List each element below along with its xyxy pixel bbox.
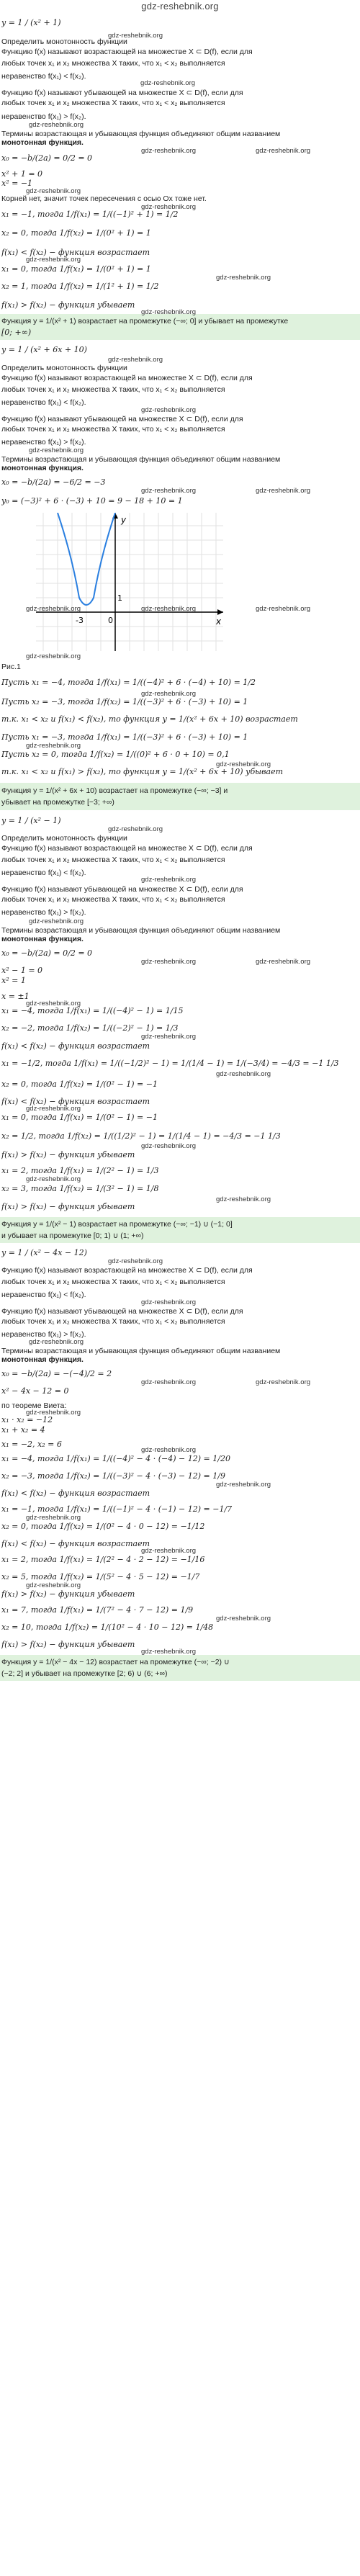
- watermark: gdz-reshebnik.org: [29, 1338, 84, 1346]
- watermark: gdz-reshebnik.org: [216, 1615, 271, 1623]
- x-axis-arrow: [217, 609, 223, 615]
- watermark: gdz-reshebnik.org: [141, 1547, 197, 1555]
- equation: x² − 4x − 12 = 0: [1, 1387, 69, 1396]
- answer-line: Функция y = 1/(x² + 6x + 10) возрастает на промежутке (−∞; −3] и: [1, 786, 228, 795]
- conclusion-increasing: f(x₁) < f(x₂) − функция возрастает: [1, 1042, 150, 1051]
- definition-decreasing: Функцию f(x) называют убывающей на множестве X ⊂ D(f), если для: [1, 89, 243, 97]
- watermark: gdz-reshebnik.org: [256, 487, 311, 495]
- point-calc: x₁ = −1, тогда 1/f(x₁) = 1/((−1)² − 4 · (−1) − 12) = −1/7: [1, 1505, 233, 1514]
- watermark: gdz-reshebnik.org: [141, 605, 197, 613]
- vieta-product: x₁ · x₂ = −12: [1, 1416, 53, 1424]
- watermark: gdz-reshebnik.org: [141, 1142, 197, 1150]
- watermark: gdz-reshebnik.org: [216, 1070, 271, 1078]
- answer-line-cont: [0; +∞): [1, 328, 32, 337]
- point-calc: x₁ = −1, тогда 1/f(x₁) = 1/((−1)² + 1) = 1/2: [1, 210, 179, 219]
- definition-decreasing-cont: любых точек x₁ и x₂ множества X таких, что x₁ < x₂ выполняется: [1, 1317, 225, 1326]
- definition-increasing-cont: любых точек x₁ и x₂ множества X таких, что x₁ < x₂ выполняется: [1, 856, 225, 864]
- watermark: gdz-reshebnik.org: [141, 1446, 197, 1454]
- point-calc: Пусть x₂ = −3, тогда 1/f(x₂) = 1/((−3)² + 6 · (−3) + 10) = 1: [1, 698, 248, 706]
- definition-increasing-ineq: неравенство f(x₁) < f(x₂).: [1, 1291, 86, 1299]
- point-calc: x₂ = 1, тогда 1/f(x₂) = 1/(1² + 1) = 1/2: [1, 282, 159, 291]
- definition-decreasing-ineq: неравенство f(x₁) > f(x₂).: [1, 908, 86, 917]
- x-axis-label: x: [216, 616, 222, 627]
- watermark: gdz-reshebnik.org: [26, 1581, 81, 1589]
- answer-line: Функция y = 1/(x² − 4x − 12) возрастает на промежутке (−∞; −2) ∪: [1, 1658, 230, 1666]
- watermark: gdz-reshebnik.org: [141, 1378, 197, 1386]
- function-title: y = 1 / (x² − 4x − 12): [1, 1249, 87, 1257]
- roots: x₁ = −2, x₂ = 6: [1, 1440, 62, 1449]
- watermark: gdz-reshebnik.org: [108, 356, 163, 364]
- y-axis-label: y: [121, 515, 127, 525]
- watermark: gdz-reshebnik.org: [141, 958, 197, 966]
- watermark: gdz-reshebnik.org: [29, 917, 84, 925]
- point-calc: x₁ = 0, тогда 1/f(x₁) = 1/(0² − 1) = −1: [1, 1113, 158, 1122]
- function-title: y = 1 / (x² + 6x + 10): [1, 346, 87, 354]
- definition-increasing-ineq: неравенство f(x₁) < f(x₂).: [1, 869, 86, 877]
- watermark: gdz-reshebnik.org: [216, 274, 271, 282]
- watermark: gdz-reshebnik.org: [26, 1175, 81, 1183]
- site-header[interactable]: gdz-reshebnik.org: [141, 1, 219, 12]
- conclusion-increasing: f(x₁) < f(x₂) − функция возрастает: [1, 1098, 150, 1106]
- definition-increasing-cont: любых точек x₁ и x₂ множества X таких, что x₁ < x₂ выполняется: [1, 59, 225, 68]
- watermark: gdz-reshebnik.org: [141, 406, 197, 414]
- definition-increasing-ineq: неравенство f(x₁) < f(x₂).: [1, 72, 86, 81]
- conclusion-increasing: f(x₁) < f(x₂) − функция возрастает: [1, 1489, 150, 1498]
- watermark: gdz-reshebnik.org: [256, 958, 311, 966]
- watermark: gdz-reshebnik.org: [26, 256, 81, 264]
- point-calc: x₂ = 3, тогда 1/f(x₂) = 1/(3² − 1) = 1/8: [1, 1185, 159, 1193]
- definition-decreasing: Функцию f(x) называют убывающей на множестве X ⊂ D(f), если для: [1, 885, 243, 894]
- definition-decreasing-ineq: неравенство f(x₁) > f(x₂).: [1, 1330, 86, 1339]
- watermark: gdz-reshebnik.org: [216, 760, 271, 768]
- point-calc: x₂ = 0, тогда 1/f(x₂) = 1/(0² + 1) = 1: [1, 229, 151, 238]
- point-calc: x₁ = −4, тогда 1/f(x₁) = 1/((−4)² − 1) = 1/15: [1, 1007, 184, 1015]
- watermark: gdz-reshebnik.org: [256, 147, 311, 155]
- point-calc: x₁ = −4, тогда 1/f(x₁) = 1/((−4)² − 4 · (−4) − 12) = 1/20: [1, 1455, 230, 1463]
- definition-decreasing: Функцию f(x) называют убывающей на множестве X ⊂ D(f), если для: [1, 415, 243, 423]
- equation-result: x² = 1: [1, 977, 26, 985]
- definition-increasing-ineq: неравенство f(x₁) < f(x₂).: [1, 398, 86, 407]
- monotone-term: монотонная функция.: [1, 138, 84, 147]
- watermark: gdz-reshebnik.org: [108, 825, 163, 833]
- answer-line-cont: (−2; 2] и убывает на промежутке [2; 6) ∪ (6; +∞): [1, 1669, 168, 1678]
- watermark: gdz-reshebnik.org: [108, 32, 163, 40]
- tick-label: 1: [117, 593, 122, 603]
- point-calc: x₂ = 5, тогда 1/f(x₂) = 1/(5² − 4 · 5 − 12) = −1/7: [1, 1573, 200, 1581]
- conclusion-decreasing: f(x₁) > f(x₂) − функция убывает: [1, 301, 135, 310]
- monotone-term: монотонная функция.: [1, 1355, 84, 1364]
- definition-decreasing-cont: любых точек x₁ и x₂ множества X таких, что x₁ < x₂ выполняется: [1, 895, 225, 904]
- point-calc: x₂ = 10, тогда 1/f(x₂) = 1/(10² − 4 · 10 − 12) = 1/48: [1, 1623, 214, 1632]
- vieta-sum: x₁ + x₂ = 4: [1, 1426, 45, 1435]
- conclusion-increasing: f(x₁) < f(x₂) − функция возрастает: [1, 1540, 150, 1548]
- equation: x² + 1 = 0: [1, 170, 43, 179]
- watermark: gdz-reshebnik.org: [26, 652, 81, 660]
- function-title: y = 1 / (x² + 1): [1, 19, 61, 27]
- watermark: gdz-reshebnik.org: [256, 605, 311, 613]
- watermark: gdz-reshebnik.org: [26, 187, 81, 195]
- conclusion-decreasing: f(x₁) > f(x₂) − функция убывает: [1, 1590, 135, 1599]
- point-calc: Пусть x₂ = 0, тогда 1/f(x₂) = 1/((0)² + 6 · 0 + 10) = 0,1: [1, 750, 230, 759]
- tick-label: -3: [76, 616, 84, 625]
- vieta-note: по теореме Виета:: [1, 1401, 67, 1410]
- point-calc: x₁ = 2, тогда 1/f(x₁) = 1/(2² − 1) = 1/3: [1, 1167, 159, 1175]
- watermark: gdz-reshebnik.org: [141, 1648, 197, 1656]
- monotone-term: монотонная функция.: [1, 464, 84, 472]
- terms-line: Термины возрастающая и убывающая функция объединяют общим названием: [1, 130, 281, 138]
- function-title: y = 1 / (x² − 1): [1, 817, 61, 825]
- terms-line: Термины возрастающая и убывающая функция объединяют общим названием: [1, 455, 281, 464]
- definition-increasing: Функцию f(x) называют возрастающей на множестве X ⊂ D(f), если для: [1, 1266, 253, 1275]
- watermark: gdz-reshebnik.org: [141, 203, 197, 211]
- terms-line: Термины возрастающая и убывающая функция объединяют общим названием: [1, 1347, 281, 1355]
- definition-increasing: Функцию f(x) называют возрастающей на множестве X ⊂ D(f), если для: [1, 844, 253, 853]
- vertex-x: x₀ = −b/(2a) = 0/2 = 0: [1, 949, 93, 958]
- conclusion-decreasing: т.к. x₁ < x₂ и f(x₁) > f(x₂), то функция y = 1/(x² + 6x + 10) убывает: [1, 768, 284, 776]
- watermark: gdz-reshebnik.org: [141, 487, 197, 495]
- point-calc: x₁ = −1/2, тогда 1/f(x₁) = 1/((−1/2)² − 1) = 1/(1/4 − 1) = 1/(−3/4) = −4/3 = −1 1/3: [1, 1059, 339, 1068]
- point-calc: x₂ = 1/2, тогда 1/f(x₂) = 1/((1/2)² − 1) = 1/(1/4 − 1) = −4/3 = −1 1/3: [1, 1132, 281, 1141]
- watermark: gdz-reshebnik.org: [108, 1257, 163, 1265]
- watermark: gdz-reshebnik.org: [29, 121, 84, 129]
- watermark: gdz-reshebnik.org: [141, 1298, 197, 1306]
- equation-result: x² = −1: [1, 179, 33, 188]
- definition-decreasing-cont: любых точек x₁ и x₂ множества X таких, что x₁ < x₂ выполняется: [1, 425, 225, 434]
- watermark: gdz-reshebnik.org: [141, 876, 197, 884]
- roots: x = ±1: [1, 992, 30, 1001]
- definition-increasing-cont: любых точек x₁ и x₂ множества X таких, что x₁ < x₂ выполняется: [1, 385, 225, 394]
- task-line: Определить монотонность функции: [1, 834, 127, 843]
- conclusion-increasing: т.к. x₁ < x₂ и f(x₁) < f(x₂), то функция y = 1/(x² + 6x + 10) возрастает: [1, 715, 298, 724]
- conclusion-decreasing: f(x₁) > f(x₂) − функция убывает: [1, 1203, 135, 1211]
- watermark: gdz-reshebnik.org: [141, 690, 197, 698]
- watermark: gdz-reshebnik.org: [26, 605, 81, 613]
- watermark: gdz-reshebnik.org: [140, 79, 196, 87]
- vertex-x: x₀ = −b/(2a) = 0/2 = 0: [1, 154, 93, 163]
- definition-increasing: Функцию f(x) называют возрастающей на множестве X ⊂ D(f), если для: [1, 48, 253, 56]
- watermark: gdz-reshebnik.org: [256, 1378, 311, 1386]
- conclusion-increasing: f(x₁) < f(x₂) − функция возрастает: [1, 248, 150, 257]
- conclusion-decreasing: f(x₁) > f(x₂) − функция убывает: [1, 1641, 135, 1649]
- definition-decreasing-cont: любых точек x₁ и x₂ множества X таких, что x₁ < x₂ выполняется: [1, 99, 225, 107]
- watermark: gdz-reshebnik.org: [216, 1195, 271, 1203]
- answer-line: Функция y = 1/(x² + 1) возрастает на промежутке (−∞; 0] и убывает на промежутке: [1, 317, 289, 326]
- watermark: gdz-reshebnik.org: [26, 1105, 81, 1113]
- watermark: gdz-reshebnik.org: [141, 308, 197, 316]
- point-calc: x₂ = −3, тогда 1/f(x₂) = 1/((−3)² − 4 · (−3) − 12) = 1/9: [1, 1472, 225, 1481]
- task-line: Определить монотонность функции: [1, 364, 127, 372]
- watermark: gdz-reshebnik.org: [26, 1409, 81, 1417]
- vertex-y: y₀ = (−3)² + 6 · (−3) + 10 = 9 − 18 + 10 = 1: [1, 497, 183, 506]
- point-calc: x₁ = 7, тогда 1/f(x₁) = 1/(7² − 4 · 7 − 12) = 1/9: [1, 1606, 194, 1615]
- point-calc: x₂ = −2, тогда 1/f(x₂) = 1/((−2)² − 1) = 1/3: [1, 1024, 179, 1033]
- definition-decreasing: Функцию f(x) называют убывающей на множестве X ⊂ D(f), если для: [1, 1307, 243, 1316]
- watermark: gdz-reshebnik.org: [26, 742, 81, 750]
- definition-decreasing-ineq: неравенство f(x₁) > f(x₂).: [1, 112, 86, 121]
- function-graph: [36, 513, 223, 651]
- watermark: gdz-reshebnik.org: [26, 1000, 81, 1007]
- definition-decreasing-ineq: неравенство f(x₁) > f(x₂).: [1, 438, 86, 446]
- point-calc: Пусть x₁ = −4, тогда 1/f(x₁) = 1/((−4)² + 6 · (−4) + 10) = 1/2: [1, 678, 256, 687]
- answer-line-cont: и убывает на промежутке [0; 1) ∪ (1; +∞): [1, 1231, 144, 1240]
- vertex-x: x₀ = −b/(2a) = −(−4)/2 = 2: [1, 1370, 112, 1378]
- conclusion-decreasing: f(x₁) > f(x₂) − функция убывает: [1, 1151, 135, 1159]
- vertex-x: x₀ = −b/(2a) = −6/2 = −3: [1, 478, 106, 487]
- figure-caption: Рис.1: [1, 663, 21, 671]
- monotone-term: монотонная функция.: [1, 935, 84, 943]
- watermark: gdz-reshebnik.org: [141, 147, 197, 155]
- point-calc: x₁ = 2, тогда 1/f(x₁) = 1/(2² − 4 · 2 − 12) = −1/16: [1, 1556, 205, 1564]
- answer-line-cont: убывает на промежутке [−3; +∞): [1, 798, 114, 807]
- point-calc: Пусть x₁ = −3, тогда 1/f(x₁) = 1/((−3)² + 6 · (−3) + 10) = 1: [1, 733, 248, 742]
- equation: x² − 1 = 0: [1, 966, 43, 975]
- definition-increasing: Функцию f(x) называют возрастающей на множестве X ⊂ D(f), если для: [1, 374, 253, 382]
- no-roots-note: Корней нет, значит точек пересечения с осью Ox тоже нет.: [1, 194, 207, 203]
- terms-line: Термины возрастающая и убывающая функция объединяют общим названием: [1, 926, 281, 935]
- watermark: gdz-reshebnik.org: [141, 1033, 197, 1041]
- watermark: gdz-reshebnik.org: [216, 1481, 271, 1489]
- task-line: Определить монотонность функции: [1, 37, 127, 46]
- definition-increasing-cont: любых точек x₁ и x₂ множества X таких, что x₁ < x₂ выполняется: [1, 1278, 225, 1286]
- point-calc: x₂ = 0, тогда 1/f(x₂) = 1/(0² − 4 · 0 − 12) = −1/12: [1, 1522, 205, 1531]
- watermark: gdz-reshebnik.org: [26, 1514, 81, 1522]
- tick-label: 0: [108, 616, 113, 625]
- watermark: gdz-reshebnik.org: [29, 446, 84, 454]
- answer-line: Функция y = 1/(x² − 1) возрастает на промежутке (−∞; −1) ∪ (−1; 0]: [1, 1220, 233, 1229]
- point-calc: x₁ = 0, тогда 1/f(x₁) = 1/(0² + 1) = 1: [1, 265, 151, 274]
- point-calc: x₂ = 0, тогда 1/f(x₂) = 1/(0² − 1) = −1: [1, 1080, 158, 1089]
